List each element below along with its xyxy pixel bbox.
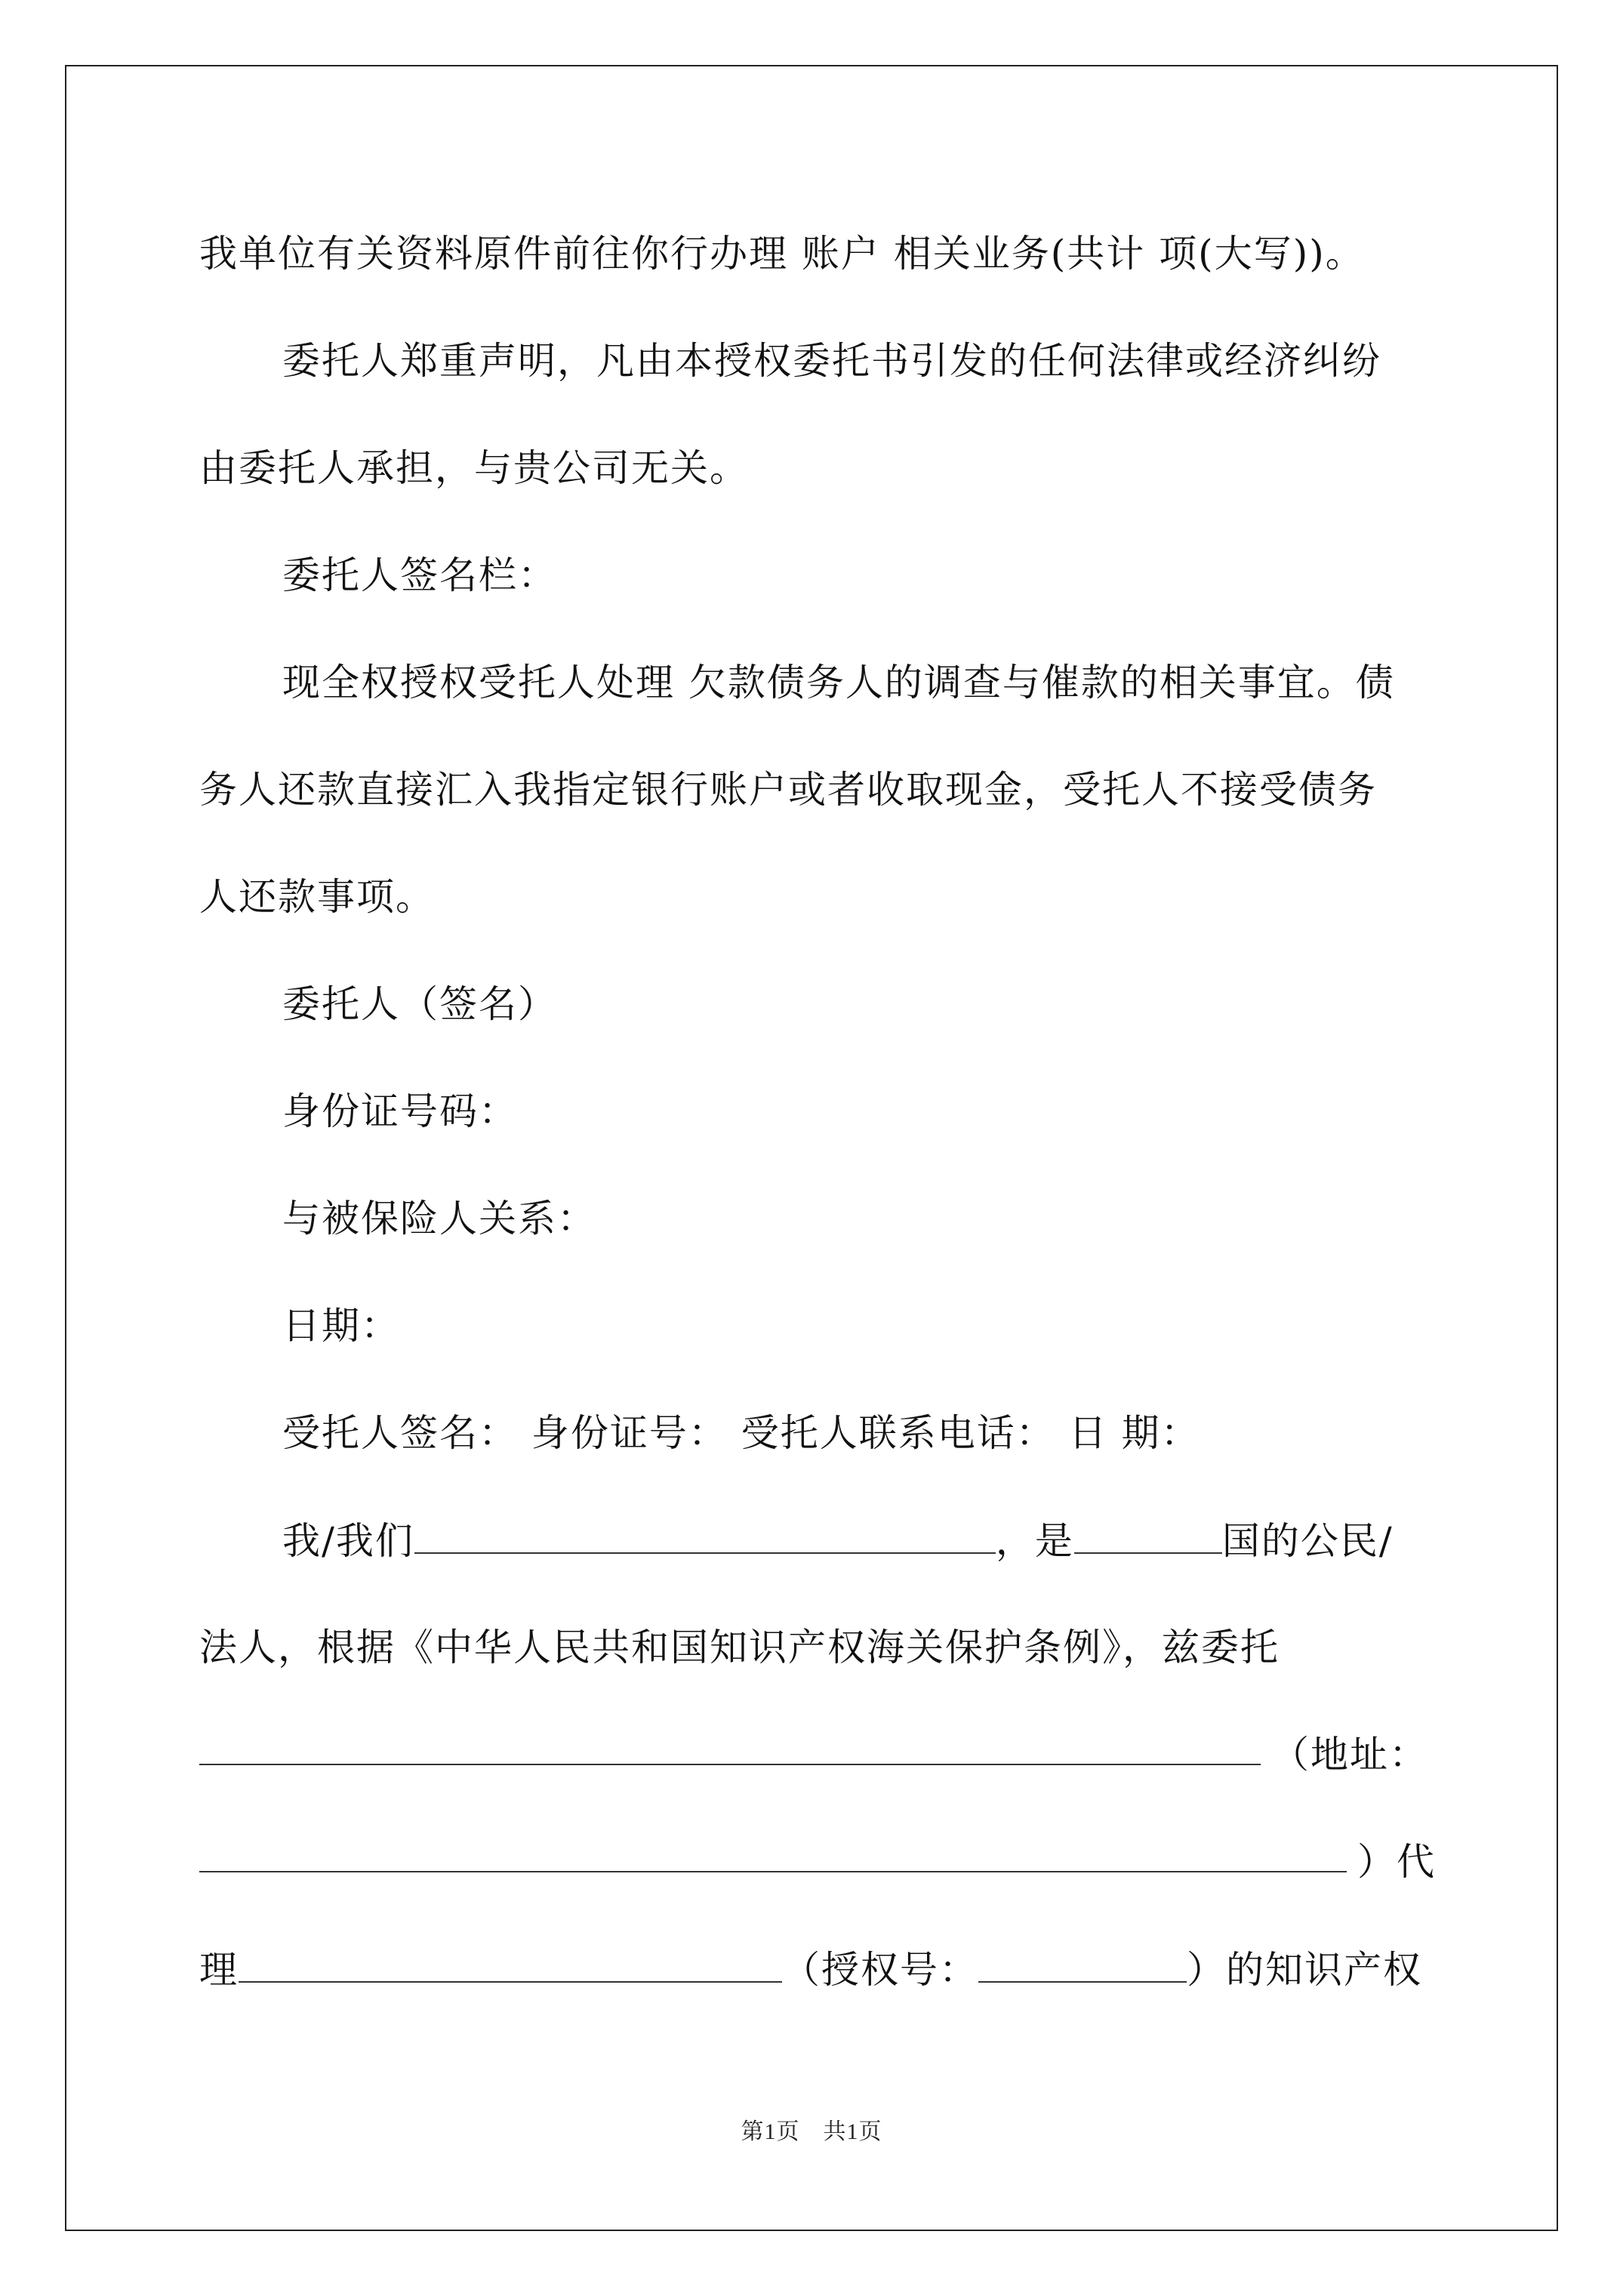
agent-blank-field[interactable] [199,1764,1261,1765]
authorization-number-blank-field[interactable] [978,1946,1187,1983]
form-text: ，是 [995,1519,1074,1563]
form-text: ）代 [1357,1840,1436,1884]
form-text: 理 [199,1948,239,1992]
paragraph-line: 务人还款直接汇入我指定银行账户或者收取现金，受托人不接受债务 [199,768,1377,812]
paragraph-line: 身份证号码： [282,1089,518,1133]
paragraph-line: 由委托人承担，与贵公司无关。 [199,446,749,490]
form-text: （授权号： [782,1948,978,1992]
page-footer: 第1页 共1页 [741,2119,882,2144]
paragraph-line: 委托人（签名） [282,982,557,1026]
page-frame [65,65,1558,2231]
paragraph-line: 与被保险人关系： [282,1197,596,1240]
form-text: 国的公民/ [1221,1519,1394,1563]
ip-blank-field[interactable] [239,1946,782,1983]
form-text: 我/我们 [282,1519,414,1563]
paragraph-line: 委托人郑重声明，凡由本授权委托书引发的任何法律或经济纠纷 [282,339,1381,383]
paragraph-line: 人还款事项。 [199,875,435,919]
form-line [282,1518,1394,1564]
paragraph-line: 现全权授权受托人处理 欠款债务人的调查与催款的相关事宜。债 [282,661,1395,704]
name-blank-field[interactable] [414,1518,996,1554]
form-line [199,1946,1422,1992]
form-line: 法人，根据《中华人民共和国知识产权海关保护条例》，兹委托 [199,1626,1280,1669]
paragraph-line: 受托人签名： 身份证号： 受托人联系电话： 日 期： [282,1411,1200,1455]
paragraph-line: 委托人签名栏： [282,553,557,597]
country-blank-field[interactable] [1074,1518,1222,1554]
address-blank-field[interactable] [199,1871,1347,1872]
paragraph-line: 我单位有关资料原件前往你行办理 账户 相关业务(共计 项(大写))。 [199,232,1365,276]
form-text: ）的知识产权 [1187,1948,1422,1992]
form-text: （地址： [1271,1733,1428,1777]
paragraph-line: 日期： [282,1304,400,1348]
